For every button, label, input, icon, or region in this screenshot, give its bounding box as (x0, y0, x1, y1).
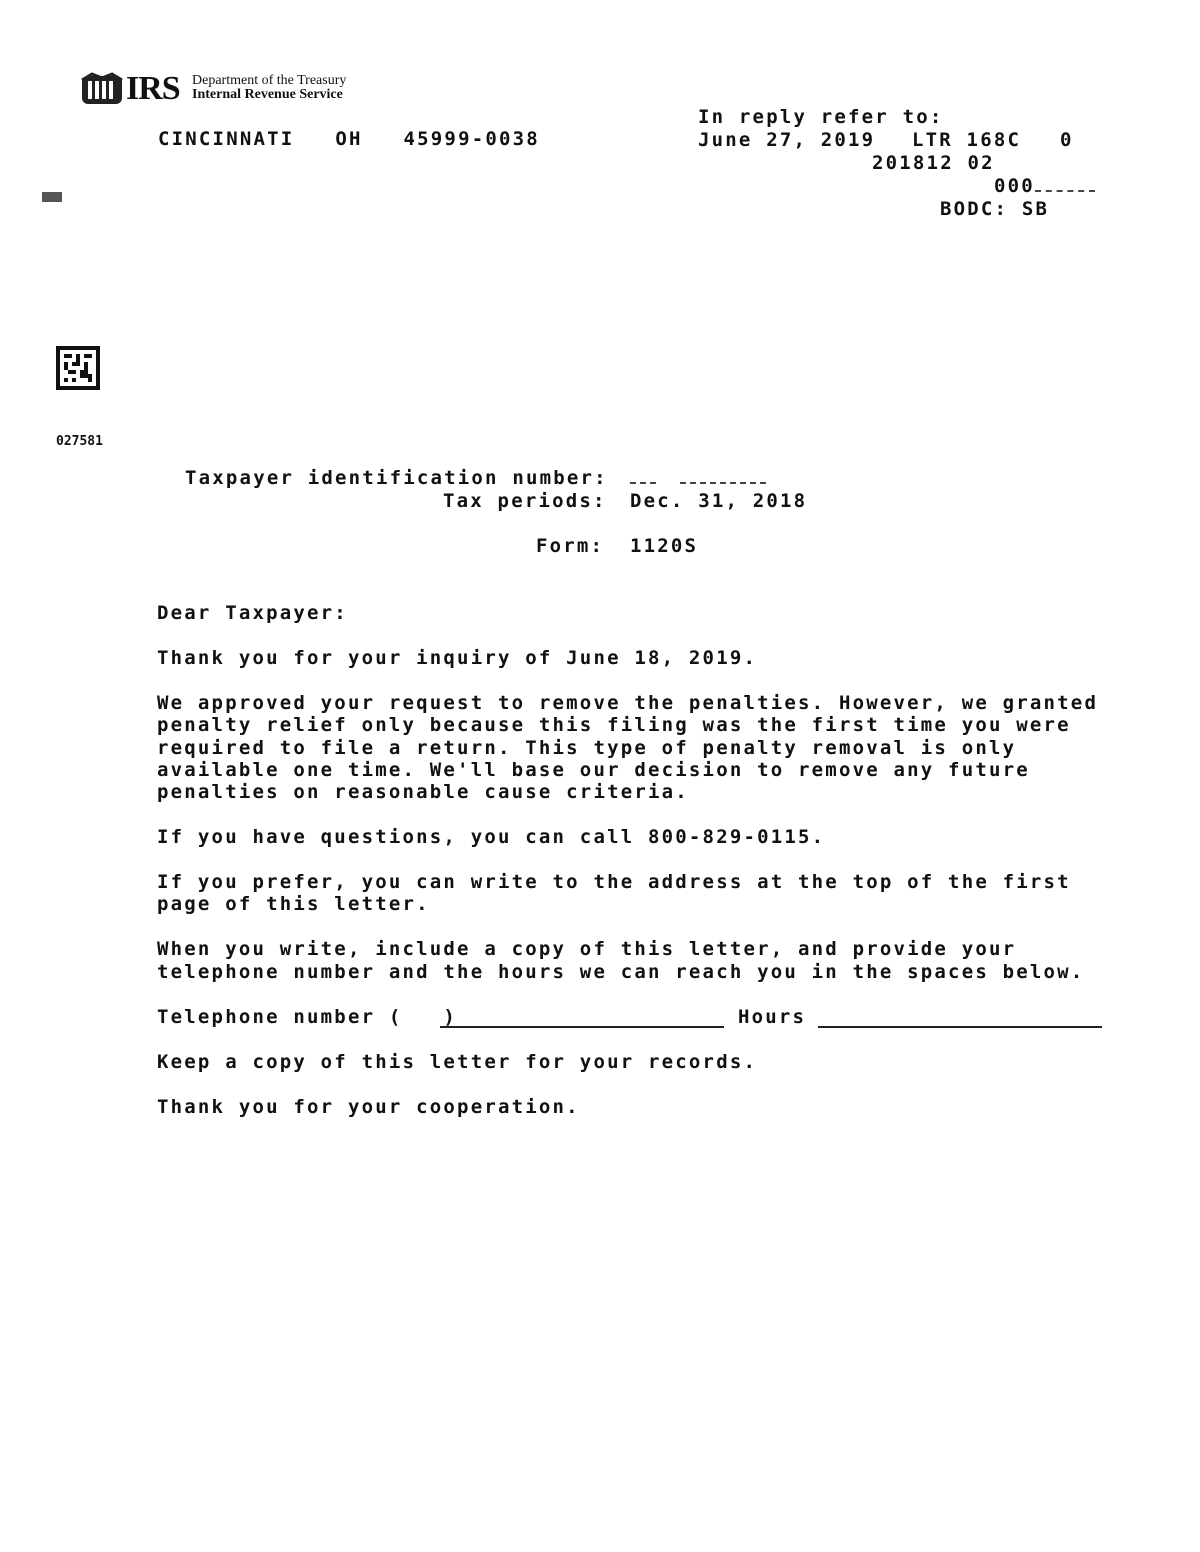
letter-code: LTR 168C (912, 129, 1022, 151)
paragraph-inquiry: Thank you for your inquiry of June 18, 2019. (157, 647, 758, 669)
paragraph-include-line-1: When you write, include a copy of this letter, and provide your (157, 938, 1017, 960)
form-value: 1120S (630, 535, 699, 557)
document-number: 027581 (56, 434, 103, 449)
salutation: Dear Taxpayer: (157, 602, 348, 624)
service-label: Internal Revenue Service (192, 87, 343, 102)
reference-line-2: 201812 02 (872, 152, 995, 174)
hours-label: Hours (738, 1006, 807, 1028)
irs-wordmark: IRS (126, 70, 180, 107)
paragraph-approval-line-3: required to file a return. This type of penalty removal is only (157, 737, 1017, 759)
form-label: Form: (536, 535, 605, 557)
hours-field[interactable] (818, 1006, 1102, 1028)
paragraph-approval-line-2: penalty relief only because this filing was the first time you were (157, 714, 1071, 736)
margin-marker (42, 192, 62, 202)
tin-redacted (630, 472, 766, 486)
telephone-label: Telephone number ( ) (157, 1006, 458, 1028)
letter-suffix: 0 (1060, 129, 1074, 151)
reference-label: In reply refer to: (698, 106, 944, 128)
paragraph-write-line-2: page of this letter. (157, 893, 430, 915)
paragraph-keep-copy: Keep a copy of this letter for your records. (157, 1051, 758, 1073)
department-label: Department of the Treasury (192, 73, 347, 88)
paragraph-approval-line-5: penalties on reasonable cause criteria. (157, 781, 689, 803)
paragraph-include-line-2: telephone number and the hours we can reach you in the spaces below. (157, 961, 1085, 983)
barcode-icon (56, 346, 100, 390)
bodc-code: BODC: SB (940, 198, 1050, 220)
closing: Thank you for your cooperation. (157, 1096, 580, 1118)
paragraph-phone: If you have questions, you can call 800-829-0115. (157, 826, 826, 848)
redacted-mark (1035, 178, 1095, 192)
reference-line-3 (994, 175, 1095, 197)
address-state: OH (335, 128, 363, 150)
telephone-field[interactable] (440, 1006, 724, 1028)
tin-label: Taxpayer identification number: (185, 467, 608, 489)
department-name (192, 74, 346, 102)
paragraph-approval-line-4: available one time. We'll base our decision to remove any future (157, 759, 1030, 781)
paragraph-write-line-1: If you prefer, you can write to the address at the top of the first (157, 871, 1071, 893)
irs-logo (80, 72, 380, 108)
address-city: CINCINNATI (158, 128, 295, 150)
letter-date: June 27, 2019 (698, 129, 876, 151)
reference-line-3-value: 000 (994, 175, 1035, 197)
paragraph-approval-line-1: We approved your request to remove the penalties. However, we granted (157, 692, 1099, 714)
tax-periods-value: Dec. 31, 2018 (630, 490, 808, 512)
eagle-seal-icon (80, 72, 124, 106)
tax-periods-label: Tax periods: (443, 490, 607, 512)
address-zip: 45999-0038 (403, 128, 540, 150)
return-address (158, 128, 540, 150)
